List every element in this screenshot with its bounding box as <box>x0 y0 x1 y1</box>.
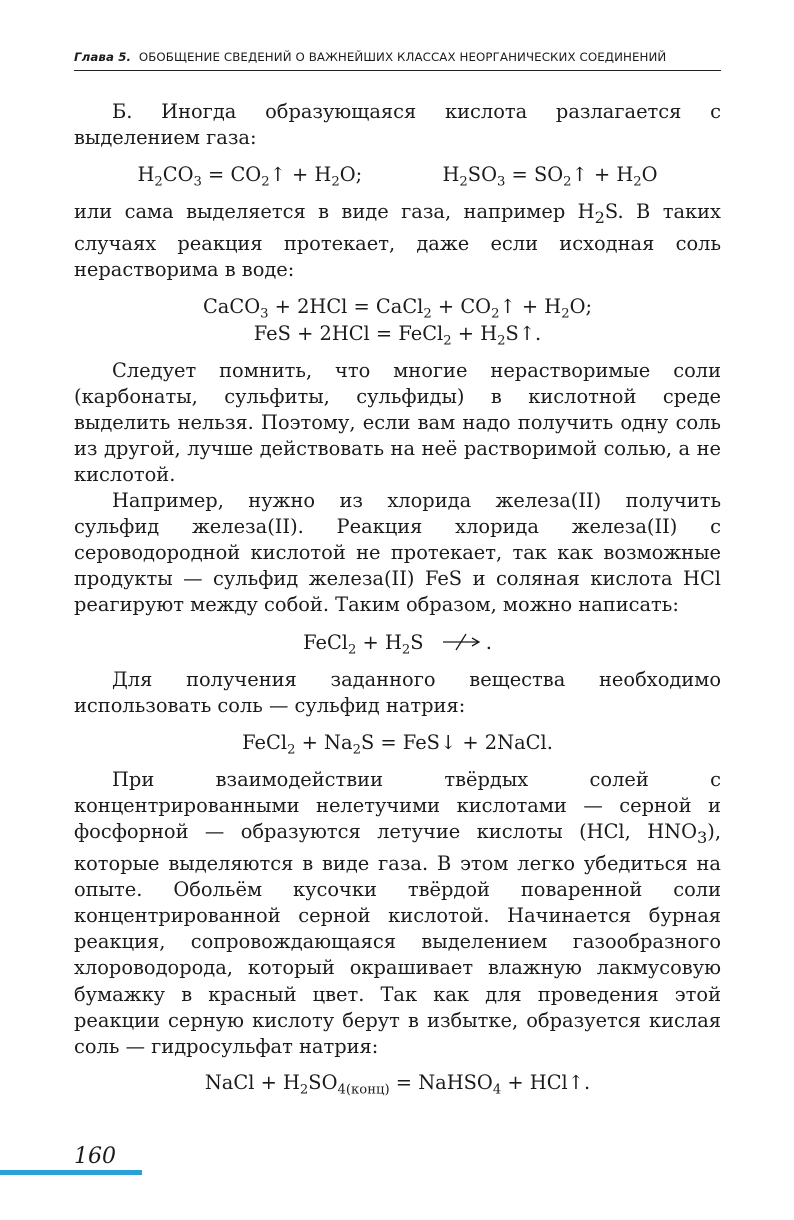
chapter-title: ОБОБЩЕНИЕ СВЕДЕНИЙ О ВАЖНЕЙШИХ КЛАССАХ НЕОРГАНИЧЕСКИХ СОЕДИНЕНИЙ <box>138 50 667 64</box>
no-reaction-arrow-icon <box>442 636 482 648</box>
equation-row <box>74 730 721 756</box>
formula-h2s: $H_2S$ <box>577 200 618 228</box>
paragraph: Например, нужно из хлорида железа(II) получить сульфид железа(II). Реакция хлорида железа(II) с сероводородной кислотой не протекает, так как возможные продукты — сульфид железа(II) FeS и соляная кислота HCl реагируют между собой. Таким образом, можно написать: <box>74 489 721 617</box>
equation-row <box>74 321 721 347</box>
equation: NaCl + $H_2SO_{4(конц)}$ = NaHSO$_4$ + HCl↑. <box>204 1070 591 1098</box>
equation-row <box>74 1070 721 1096</box>
page-number: 160 <box>74 1144 116 1169</box>
paragraph: Для получения заданного вещества необходимо использовать соль — сульфид натрия: <box>74 667 721 717</box>
paragraph: Следует помнить, что многие нерастворимые соли (карбонаты, сульфиты, сульфиды) в кислотной среде выделить нельзя. Поэтому, если вам надо получить одну соль из другой, лучше действовать на неё растворимой солью, а не кислотой. <box>74 358 721 486</box>
equation: FeCl$_2$ + $H_2S$ <box>303 630 424 658</box>
page-body <box>74 99 721 1096</box>
page-accent-bar <box>0 1170 142 1175</box>
header-rule <box>74 70 721 71</box>
paragraph: или сама выделяется в виде газа, например $H_2S$. В таких случаях реакция протекает, даже если исходная соль нерастворима в воде: <box>74 200 721 282</box>
paragraph: При взаимодействии твёрдых солей с концентрированными нелетучими кислотами — серной и фосфорной — образуются летучие кислоты (HCl, $HNO_3$), которые выделяются в виде газа. В этом легко убедиться на опыте. Обольём кусочки твёрдой поваренной соли концентрированной серной кислотой. Начинается бурная реакция, сопровождающаяся выделением газообразного хлороводорода, который окрашивает влажную лакмусовую бумажку в красный цвет. Так как для проведения этой реакции серную кислоту берут в избытке, образуется кислая соль — гидросульфат натрия: <box>74 767 721 1058</box>
equation: $H_2CO_3$ = $CO_2↑ + H_2O$; <box>137 163 363 190</box>
equation: $H_2SO_3$ = $SO_2↑ + H_2O$ <box>442 163 658 190</box>
chapter-label: Глава 5. <box>74 50 132 64</box>
equation: FeS + 2HCl = FeCl$_2$ + $H_2S↑$. <box>253 321 542 349</box>
running-header <box>74 50 719 64</box>
equation: CaCO$_3$ + 2HCl = CaCl$_2$ + $CO_2↑ + H_2O$; <box>202 295 593 323</box>
equation-row <box>74 294 721 323</box>
equation: FeCl$_2$ + $Na_2S$ = FeS↓ + 2NaCl. <box>242 730 553 758</box>
equation-row: FeCl$_2$ + $H_2S$ . <box>303 630 492 658</box>
paragraph: Б. Иногда образующаяся кислота разлагается с выделением газа: <box>74 100 721 150</box>
formula-hno3: $HNO_3$ <box>647 820 708 847</box>
equation-row <box>74 162 721 188</box>
